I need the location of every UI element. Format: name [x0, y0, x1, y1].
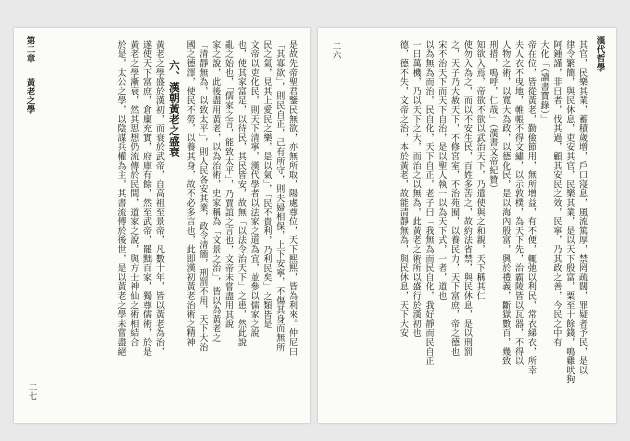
text-column: 黃老之學漸衰，然其思想仍流傳於民間，道家之說，與方士神仙之術相結合 [128, 40, 139, 347]
text-column: 德，德不失，文帝之治，本於黃老，故能清靜無為，與民休息，天下大安 [397, 40, 408, 338]
text-column: 人物之術，以寬大為政，以德化民，是以海內殷富，興於禮義，斷獄數百，幾致 [500, 40, 511, 366]
right-page [318, 28, 616, 423]
text-column: 家之說，此後盡用黃老，以為治術，史家稱為「文景之治」，皆以為黃老之 [210, 40, 221, 343]
text-column: 律令繁簡，與民休息，吏安其官，民樂其業，是以天下殷富，粟至十餘錢，鳴雞吠狗 [564, 40, 575, 385]
text-column: 阿鍾謹，非曰者，伐其過，顧其安民之效，民寧，乃其政之善，今民之中有 [551, 40, 562, 347]
text-column: 宋不治天下而天下自治，是以聖人執一以為天下式，一者，道也 [436, 40, 447, 301]
text-column: 「其寡欲」，則民自正，己有所守，則夫婦相保，上下安寧，不傷其身而無所 [274, 40, 285, 352]
text-column: 使勿入為之，而以不安生民，百姓多苦之，故約法省禁，與民休息，是以刑罰 [461, 40, 472, 357]
right-running-title: 漢代哲學 [595, 36, 605, 72]
text-column: 一日萬機，乃以天下之大，而治之以無為，此黃老之術所以盛行於漢初也 [410, 40, 421, 338]
text-column: 帝在位，皆從黃老，勤儉節用，無所增益，有不便，輒弛以利民，常衣綈衣，所幸 [525, 40, 536, 375]
text-column: 黃老之學盛於漢初，而衰於武帝，自高祖至景帝，凡數十年，皆以黃老為治， [153, 40, 164, 357]
text-column: 之，天子乃大赦天下，不修宮室，不治苑囿，以養民力，天下富庶，帝之德也 [449, 40, 460, 357]
right-body-text [344, 40, 588, 411]
text-column: 於是，太公之學，以陰謀兵權為主，其書流傳於後世，是以黃老之學未嘗盡絕 [115, 40, 126, 357]
text-column: 遂使天下富庶，倉廩充實，府庫有餘，然至武帝，罷黜百家，獨尊儒術，於是 [141, 40, 152, 357]
text-column: 其官，民樂其業，蓄積歲增，戶口寖息，風流篤厚，禁罔疏闊，罪疑者予民，是以 [577, 40, 587, 375]
text-column: 民之氣，見其上愛民之樂，是以氣」，「民不貴利，乃利民矣」之類皆是 [261, 40, 272, 329]
left-page-number: 二七 [27, 383, 37, 400]
text-column: 大化「（讀書寶錄）」 [538, 40, 549, 124]
left-body-text [48, 40, 298, 411]
section-heading: 六、漢朝黃老之盛衰 [167, 60, 180, 158]
text-column: 是故先帝聖君鑒民無欲，亦無所取，陽處尊位，天下熙熙，皆為利來。仲尼曰 [287, 40, 297, 357]
left-chapter-title: 黃老之學 [25, 77, 35, 114]
text-column: 「清靜無為，以致太平」，則人民各安其業，政令清簡，刑罰不用，天下大治 [197, 40, 208, 352]
text-column: 也，使其家富足，以待民，其民皆安，故無「以法令治天下」之患，然此說 [235, 40, 246, 347]
text-column: 夫人衣不曳地，帷帳不得文繡，以示敦樸，為天下先，治霸陵皆以瓦器，不得以 [513, 40, 524, 366]
text-column: 國之德澤，使民不勞，以養其身，故不必多言也，此即漢初黃老治術之精神 [184, 40, 195, 347]
left-running-title [24, 36, 36, 114]
text-column: 以為無為而治，民自化，天下自正，老子曰「我無為而民自化，我好靜而民自正 [423, 40, 434, 366]
text-column: 亂之始也，「儒家之言，能致太平」，乃賈誼之言也，文帝未嘗盡用其說 [223, 40, 234, 329]
left-chapter-label: 第二章 [25, 36, 35, 63]
left-page [14, 28, 310, 423]
right-page-number: 二六 [331, 42, 341, 59]
text-column: 知欲入焉，帝欲不欲以武治天下，乃遣使與之和親，天下稱其仁 [474, 40, 485, 301]
text-column: 刑措，嗚呼，仁哉」（漢書文帝紀贊） [487, 40, 498, 194]
text-column: 文帝以吏化民，則天下清寧，漢代學者以法家之道為宜，並參以儒家之說 [248, 40, 259, 338]
